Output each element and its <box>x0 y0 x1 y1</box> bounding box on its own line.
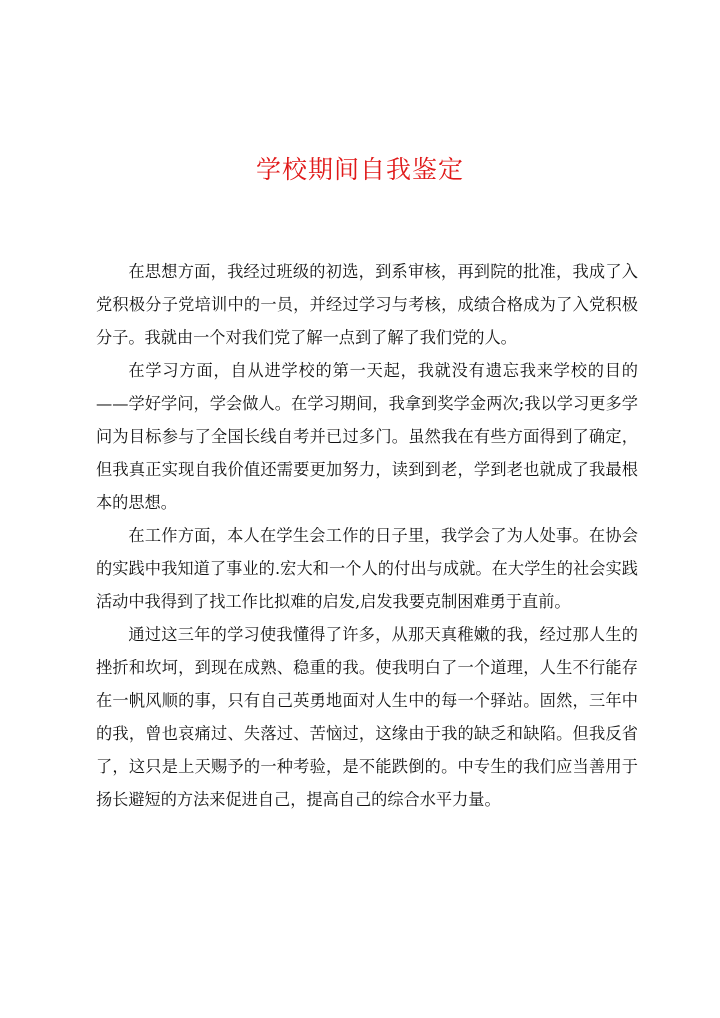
document-body <box>96 255 638 816</box>
document-title: 学校期间自我鉴定 <box>255 155 464 184</box>
paragraph-thought: 在思想方面，我经过班级的初选，到系审核，再到院的批准，我成了入党积极分子党培训中的一员，并经过学习与考核，成绩合格成为了入党积极分子。我就由一个对我们党了解一点到了解了我们党的人。 <box>96 262 638 347</box>
paragraph-work: 在工作方面，本人在学生会工作的日子里，我学会了为人处事。在协会的实践中我知道了事业的.宏大和一个人的付出与成就。在大学生的社会实践活动中我得到了找工作比拟难的启发,启发我要克制困难勇于直前。 <box>96 526 638 611</box>
paragraph-study: 在学习方面，自从进学校的第一天起，我就没有遗忘我来学校的目的——学好学问，学会做人。在学习期间，我拿到奖学金两次;我以学习更多学问为目标参与了全国长线自考并已过多门。虽然我在有些方面得到了确定，但我真正实现自我价值还需要更加努力，读到到老，学到老也就成了我最根本的思想。 <box>96 361 638 512</box>
paragraph-summary: 通过这三年的学习使我懂得了许多，从那天真稚嫩的我，经过那人生的挫折和坎坷，到现在成熟、稳重的我。使我明白了一个道理，人生不行能存在一帆风顺的事，只有自己英勇地面对人生中的每一个驿站。固然，三年中的我，曾也哀痛过、失落过、苦恼过，这缘由于我的缺乏和缺陷。但我反省了，这只是上天赐予的一种考验，是不能跌倒的。中专生的我们应当善用于扬长避短的方法来促进自己，提高自己的综合水平力量。 <box>96 625 638 809</box>
